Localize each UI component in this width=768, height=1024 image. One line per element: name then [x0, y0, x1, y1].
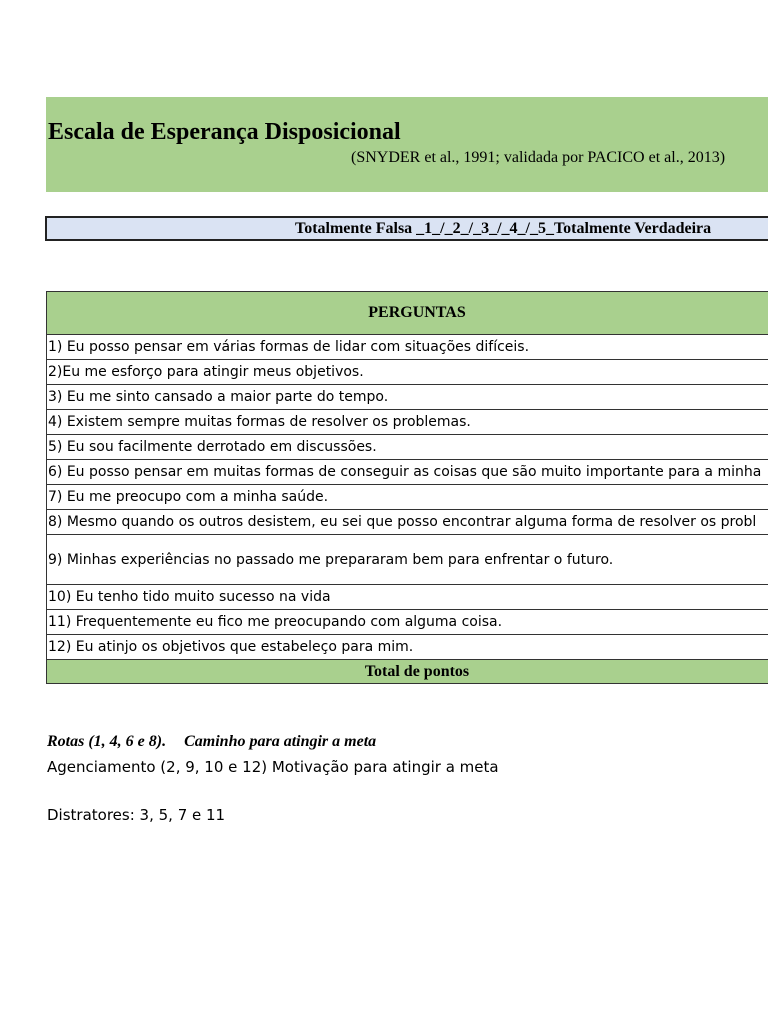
response-scale-bar — [45, 216, 768, 241]
question-3: 3) Eu me sinto cansado a maior parte do tempo. — [47, 385, 768, 410]
agenciamento-note: Agenciamento (2, 9, 10 e 12) Motivação para atingir a meta — [47, 758, 499, 776]
table-row — [47, 535, 768, 585]
question-6: 6) Eu posso pensar em muitas formas de conseguir as coisas que são muito importante para a minha — [47, 460, 768, 485]
distratores-note: Distratores: 3, 5, 7 e 11 — [47, 806, 226, 824]
table-row — [47, 460, 768, 485]
table-row — [47, 410, 768, 435]
rotas-label: Rotas (1, 4, 6 e 8). — [47, 733, 167, 750]
table-row — [47, 485, 768, 510]
questions-header: PERGUNTAS — [47, 292, 768, 335]
table-total-row — [47, 660, 768, 684]
total-points-label: Total de pontos — [47, 660, 768, 684]
question-4: 4) Existem sempre muitas formas de resolver os problemas. — [47, 410, 768, 435]
table-row — [47, 435, 768, 460]
table-row — [47, 510, 768, 535]
question-2: 2)Eu me esforço para atingir meus objetivos. — [47, 360, 768, 385]
table-row — [47, 635, 768, 660]
question-7: 7) Eu me preocupo com a minha saúde. — [47, 485, 768, 510]
table-row — [47, 335, 768, 360]
question-1: 1) Eu posso pensar em várias formas de lidar com situações difíceis. — [47, 335, 768, 360]
question-11: 11) Frequentemente eu fico me preocupando com alguma coisa. — [47, 610, 768, 635]
rotas-note — [47, 733, 376, 751]
document-title: Escala de Esperança Disposicional — [48, 119, 401, 145]
table-row — [47, 610, 768, 635]
question-10: 10) Eu tenho tido muito sucesso na vida — [47, 585, 768, 610]
response-scale-text: Totalmente Falsa _1_/_2_/_3_/_4_/_5_Totalmente Verdadeira — [295, 220, 712, 237]
rotas-description: Caminho para atingir a meta — [184, 733, 377, 750]
table-row — [47, 585, 768, 610]
table-row — [47, 360, 768, 385]
document-subtitle: (SNYDER et al., 1991; validada por PACICO et al., 2013) — [351, 149, 726, 166]
question-8: 8) Mesmo quando os outros desistem, eu sei que posso encontrar alguma forma de resolver os probl — [47, 510, 768, 535]
header-band — [46, 97, 768, 192]
questions-table — [46, 291, 768, 684]
question-5: 5) Eu sou facilmente derrotado em discussões. — [47, 435, 768, 460]
question-12: 12) Eu atinjo os objetivos que estabeleço para mim. — [47, 635, 768, 660]
question-9: 9) Minhas experiências no passado me prepararam bem para enfrentar o futuro. — [47, 535, 768, 585]
table-row — [47, 385, 768, 410]
table-header-row — [47, 292, 768, 335]
